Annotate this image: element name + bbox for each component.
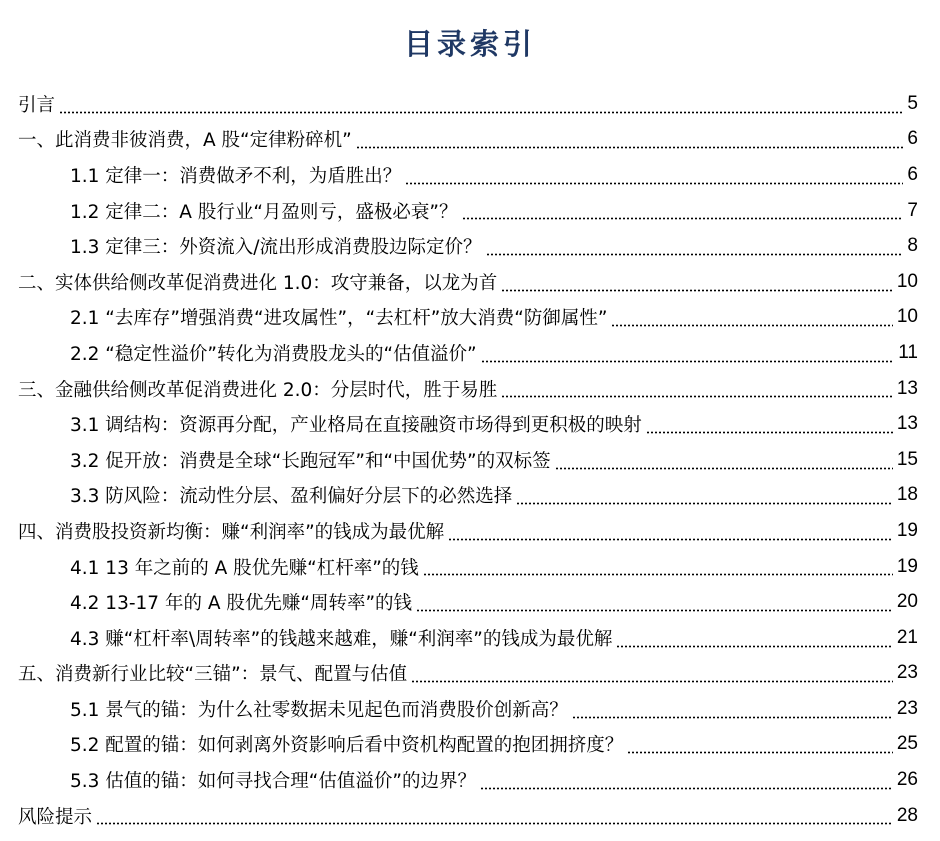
toc-section-entry[interactable] [0,620,940,656]
toc-page-number: 7 [907,199,918,221]
toc-section-entry[interactable] [0,442,940,478]
toc-chapter-entry[interactable] [0,371,940,407]
toc-entry-title: 3.3 防风险：流动性分层、盈利偏好分层下的必然选择 [70,486,513,508]
dot-leader [480,770,893,790]
toc-entry-title: 2.2 “稳定性溢价”转化为消费股龙头的“估值溢价” [70,343,477,365]
dot-leader [405,165,903,185]
dot-leader [356,129,904,149]
toc-entry-title: 五、消费新行业比较“三锚”：景气、配置与估值 [18,664,408,686]
toc-page-number: 10 [896,306,918,328]
toc-page-number: 23 [896,697,918,719]
dot-leader [627,734,893,754]
toc-section-entry[interactable] [0,762,940,798]
dot-leader [423,556,893,576]
toc-entry-title: 1.2 定律二：A 股行业“月盈则亏，盛极必衰”？ [70,201,458,223]
toc-page-number: 11 [898,341,918,363]
toc-entry-title: 5.3 估值的锚：如何寻找合理“估值溢价”的边界？ [70,771,476,793]
dot-leader [96,805,893,825]
toc-page-number: 26 [896,769,918,791]
toc-section-entry[interactable] [0,549,940,585]
dot-leader [448,521,893,541]
toc-page-number: 19 [896,519,918,541]
dot-leader [416,592,893,612]
toc-chapter-entry[interactable] [0,122,940,158]
toc-section-entry[interactable] [0,335,940,371]
toc-section-entry[interactable] [0,478,940,514]
dot-leader [481,343,895,363]
toc-entry-title: 2.1 “去库存”增强消费“进攻属性”，“去杠杆”放大消费“防御属性” [70,308,608,330]
toc-section-entry[interactable] [0,157,940,193]
toc-section-entry[interactable] [0,691,940,727]
dot-leader [462,200,904,220]
dot-leader [516,485,893,505]
toc-page-number: 5 [907,92,918,114]
toc-entry-title: 3.1 调结构：资源再分配，产业格局在直接融资市场得到更积极的映射 [70,415,642,437]
toc-page-number: 19 [896,555,918,577]
toc-page-number: 8 [907,235,918,257]
toc-entry-title: 引言 [18,94,56,116]
toc-page-number: 10 [896,270,918,292]
toc-section-entry[interactable] [0,300,940,336]
dot-leader [59,94,903,114]
toc-chapter-entry[interactable] [0,86,940,122]
toc-entry-title: 一、此消费非彼消费，A 股“定律粉碎机” [18,130,352,152]
toc-chapter-entry[interactable] [0,264,940,300]
toc-page-number: 13 [896,377,918,399]
toc-section-entry[interactable] [0,584,940,620]
toc-page-number: 18 [896,484,918,506]
toc-page-number: 23 [896,662,918,684]
toc-page-number: 28 [896,804,918,826]
toc-page-number: 6 [907,163,918,185]
dot-leader [501,272,893,292]
page-title: 目录索引 [403,27,536,61]
toc-section-entry[interactable] [0,727,940,763]
toc-entry-title: 4.2 13-17 年的 A 股优先赚“周转率”的钱 [70,593,413,615]
toc-chapter-entry[interactable] [0,798,940,834]
toc-entry-title: 三、金融供给侧改革促消费进化 2.0：分层时代，胜于易胜 [18,379,498,401]
toc-page-number: 15 [896,448,918,470]
toc-entry-title: 3.2 促开放：消费是全球“长跑冠军”和“中国优势”的双标签 [70,450,551,472]
toc-page-number: 25 [896,733,918,755]
toc-page-number: 21 [896,626,918,648]
toc-entry-title: 4.1 13 年之前的 A 股优先赚“杠杆率”的钱 [70,557,419,579]
dot-leader [572,699,893,719]
dot-leader [555,450,893,470]
dot-leader [646,414,893,434]
toc-entry-title: 二、实体供给侧改革促消费进化 1.0：攻守兼备，以龙为首 [18,272,498,294]
dot-leader [486,236,904,256]
dot-leader [611,307,892,327]
toc-entry-title: 四、消费股投资新均衡：赚“利润率”的钱成为最优解 [18,521,445,543]
dot-leader [616,628,892,648]
toc-entry-title: 5.2 配置的锚：如何剥离外资影响后看中资机构配置的抱团拥挤度？ [70,735,624,757]
toc-chapter-entry[interactable] [0,513,940,549]
toc-section-entry[interactable] [0,406,940,442]
toc-entry-title: 4.3 赚“杠杆率\周转率”的钱越来越难，赚“利润率”的钱成为最优解 [70,628,613,650]
toc-entry-title: 风险提示 [18,806,93,828]
toc-page-number: 13 [896,413,918,435]
toc-section-entry[interactable] [0,228,940,264]
toc-entry-title: 1.3 定律三：外资流入/流出形成消费股边际定价？ [70,237,482,259]
dot-leader [501,378,893,398]
toc-entry-title: 1.1 定律一：消费做矛不利，为盾胜出？ [70,165,402,187]
toc-entry-title: 5.1 景气的锚：为什么社零数据未见起色而消费股价创新高？ [70,699,568,721]
dot-leader [411,663,893,683]
toc-section-entry[interactable] [0,193,940,229]
table-of-contents [0,86,940,833]
toc-chapter-entry[interactable] [0,656,940,692]
toc-page-number: 20 [896,591,918,613]
toc-page-number: 6 [907,128,918,150]
